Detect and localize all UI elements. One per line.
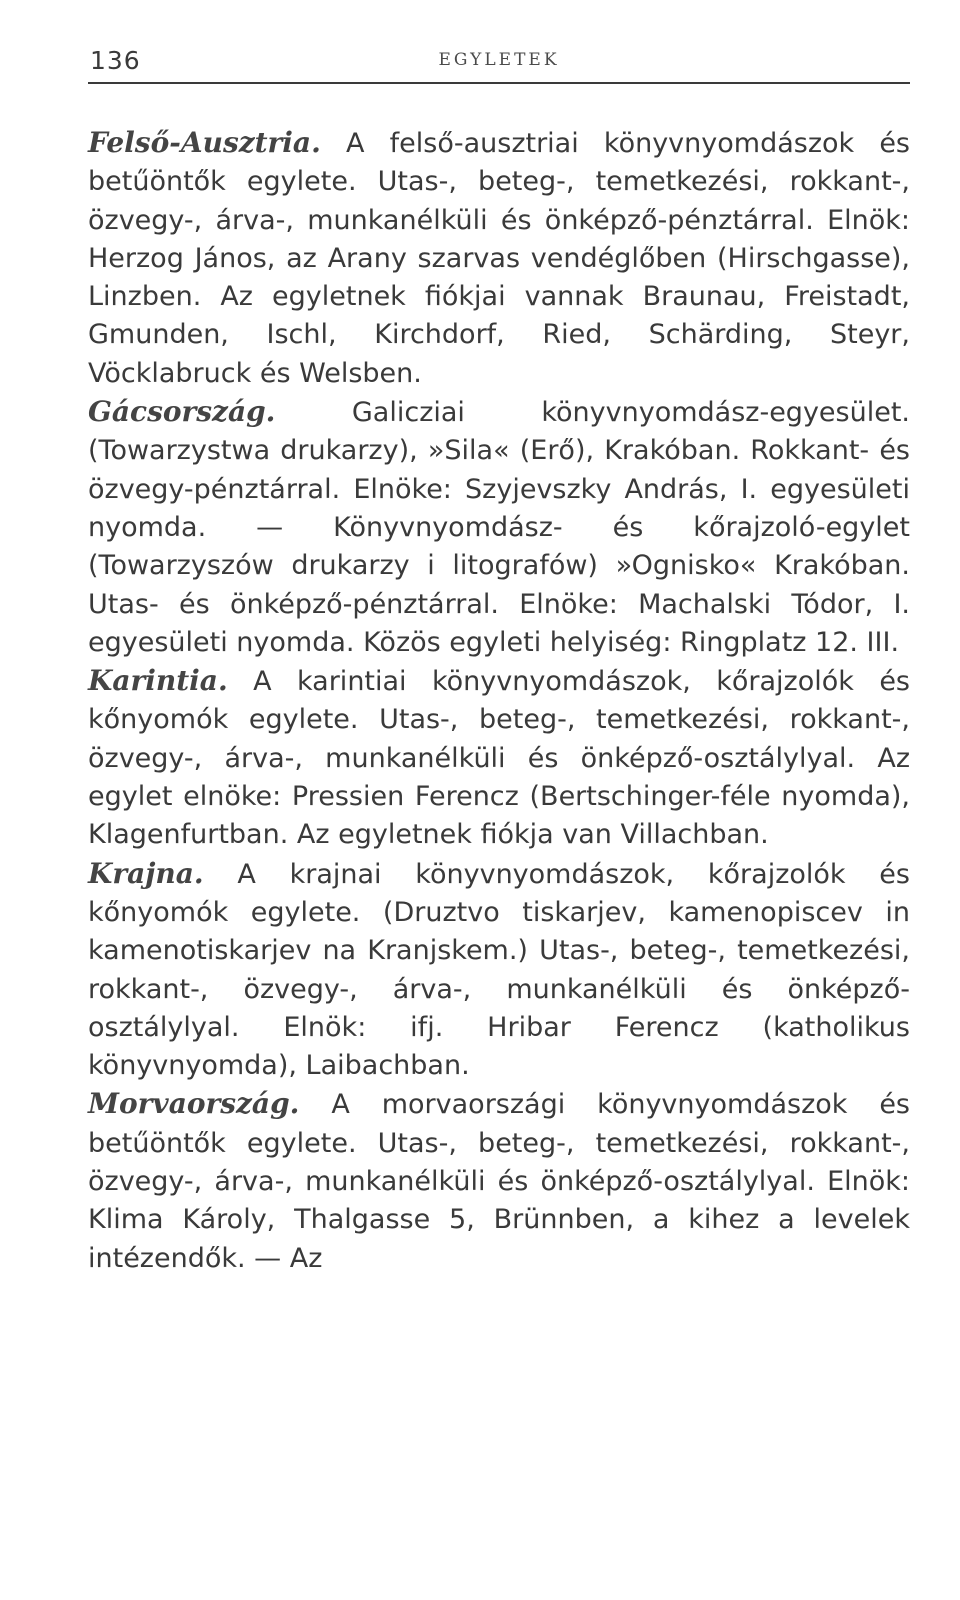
entry-title: Krajna. <box>88 856 204 890</box>
running-head <box>88 36 910 84</box>
entry-text: Galicziai könyvnyomdász-egyesület. (Towarzystwa drukarzy), »Sila« (Erő), Krakóban. Rokkant- és özvegy-pénztárral. Elnöke: Szyjevszky András, I. egyesületi nyomda. — Könyvnyomdász- és kőrajzoló-egylet (Towarzyszów drukarzy i litografów) »Ognisko« Krakóban. Utas- és önképző-pénztárral. Elnöke: Machalski Tódor, I. egyesületi nyomda. Közös egyleti helyiség: Ringplatz 12. III. <box>88 397 910 658</box>
entry-text: A karintiai könyvnyomdászok, kőrajzolók és kőnyomók egylete. Utas-, beteg-, temetkezési, rokkant-, özvegy-, árva-, munkanélküli és önképző-osztálylyal. Az egylet elnöke: Pressien Ferencz (Bertschinger-féle nyomda), Klagenfurtban. Az egyletnek fiókja van Villachban. <box>88 666 910 851</box>
entry-title: Karintia. <box>88 664 228 698</box>
entry-title: Gácsország. <box>88 395 276 429</box>
entry-title: Morvaország. <box>88 1087 300 1121</box>
entry-felso-ausztria <box>88 124 910 393</box>
entry-text: A morvaországi könyvnyomdászok és betűöntők egylete. Utas-, beteg-, temetkezési, rokkant-, özvegy-, árva-, munkanélküli és önképző-osztálylyal. Elnök: Klima Károly, Thalgasse 5, Brünnben, a kihez a levelek intézendők. — Az <box>88 1089 910 1274</box>
body-text <box>88 124 910 1278</box>
entry-krajna <box>88 855 910 1086</box>
entry-morvaorszag <box>88 1085 910 1277</box>
entry-title: Felső-Ausztria. <box>88 126 321 159</box>
page-number: 136 <box>90 46 141 75</box>
entry-text: A felső-ausztriai könyvnyomdászok és betűöntők egylete. Utas-, beteg-, temetkezési, rokkant-, özvegy-, árva-, munkanélküli és önképző-pénztárral. Elnök: Herzog János, az Arany szarvas vendéglőben (Hirschgasse), Linzben. Az egyletnek fiókjai vannak Braunau, Freistadt, Gmunden, Ischl, Kirchdorf, Ried, Schärding, Steyr, Vöcklabruck és Welsben. <box>88 128 910 389</box>
entry-text: A krajnai könyvnyomdászok, kőrajzolók és kőnyomók egylete. (Druztvo tiskarjev, kamenopiscev in kamenotiskarjev na Kranjskem.) Utas-, beteg-, temetkezési, rokkant-, özvegy-, árva-, munkanélküli és önképző-osztálylyal. Elnök: ifj. Hribar Ferencz (katholikus könyvnyomda), Laibachban. <box>88 858 910 1082</box>
entry-karintia <box>88 662 910 854</box>
running-title: EGYLETEK <box>438 50 560 70</box>
entry-gacsorszag <box>88 393 910 662</box>
